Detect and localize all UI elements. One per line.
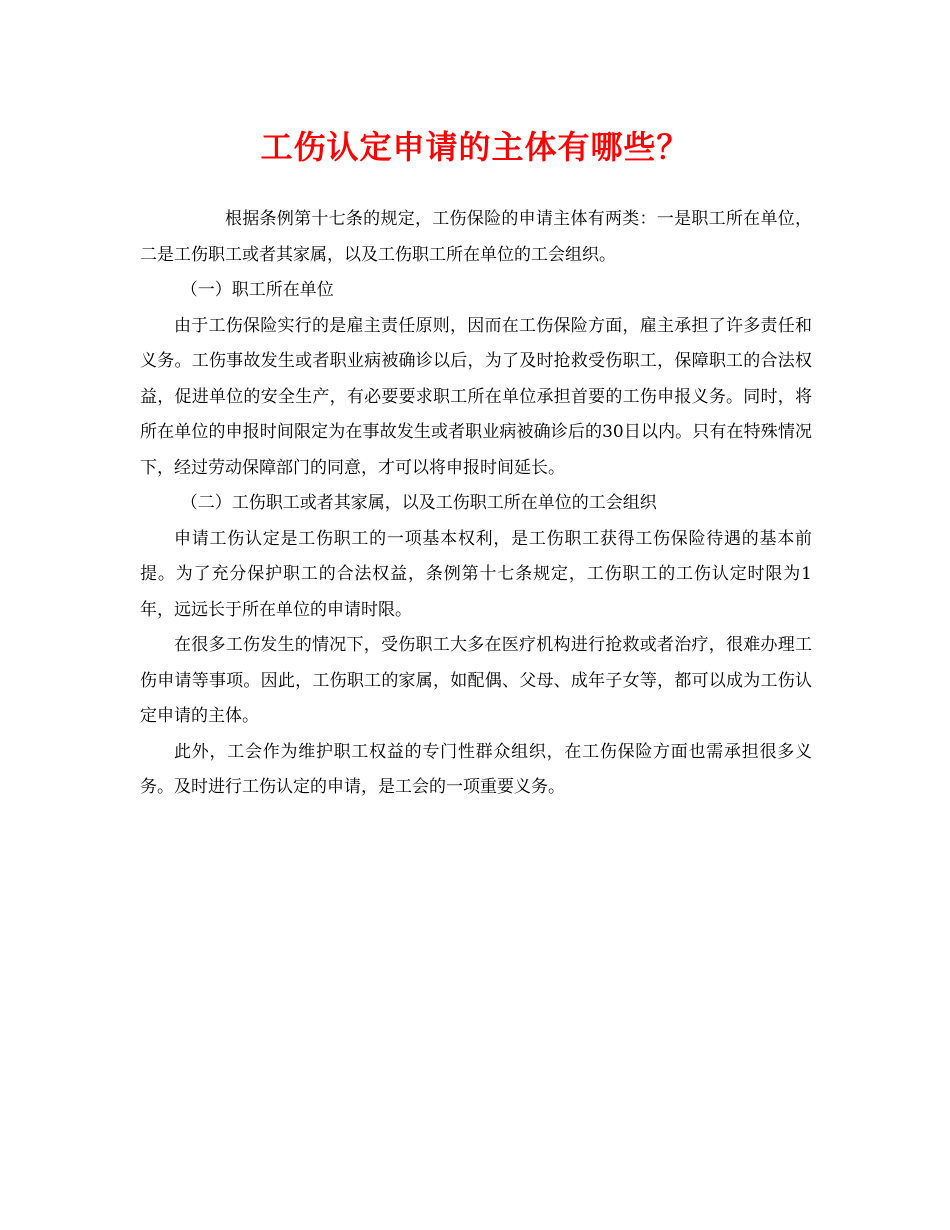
section-2-paragraph-2: 在很多工伤发生的情况下，受伤职工大多在医疗机构进行抢救或者治疗，很难办理工伤申请等事项。因此，工伤职工的家属，如配偶、父母、成年子女等，都可以成为工伤认定申请的主体。	[140, 635, 812, 726]
intro-paragraph: 根据条例第十七条的规定，工伤保险的申请主体有两类：一是职工所在单位，二是工伤职工或者其家属，以及工伤职工所在单位的工会组织。	[140, 209, 812, 265]
section-heading-2: （二）工伤职工或者其家属，以及工伤职工所在单位的工会组织	[180, 493, 657, 513]
section-2-paragraph-1: 申请工伤认定是工伤职工的一项基本权利，是工伤职工获得工伤保险待遇的基本前提。为了充分保护职工的合法权益，条例第十七条规定，工伤职工的工伤认定时限为1年，远远长于所在单位的申请时限。	[140, 528, 812, 620]
section-1-paragraph: 由于工伤保险实行的是雇主责任原则，因而在工伤保险方面，雇主承担了许多责任和义务。工伤事故发生或者职业病被确诊以后，为了及时抢救受伤职工，保障职工的合法权益，促进单位的安全生产，有必要要求职工所在单位承担首要的工伤申报义务。同时，将所在单位的申报时间限定为在事故发生或者职业病被确诊后的30日以内。只有在特殊情况下，经过劳动保障部门的同意，才可以将申报时间延长。	[140, 315, 812, 478]
document-body	[140, 202, 812, 806]
section-heading-1: （一）职工所在单位	[180, 280, 334, 300]
document-title: 工伤认定申请的主体有哪些？	[260, 128, 690, 166]
section-2-paragraph-3: 此外，工会作为维护职工权益的专门性群众组织，在工伤保险方面也需承担很多义务。及时进行工伤认定的申请，是工会的一项重要义务。	[140, 741, 812, 797]
